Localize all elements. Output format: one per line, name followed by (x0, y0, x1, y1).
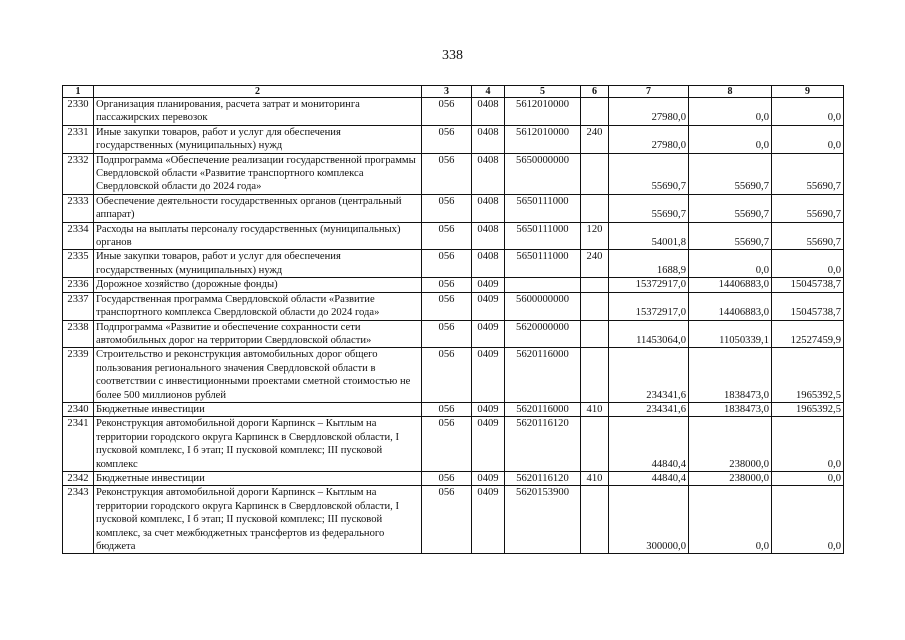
column-header: 1 (63, 86, 94, 98)
table-row (63, 278, 844, 292)
cell-n: 2340 (63, 402, 94, 416)
cell-c9: 0,0 (772, 486, 844, 554)
cell-c7: 234341,6 (609, 402, 689, 416)
cell-c6 (581, 194, 609, 222)
cell-c7: 11453064,0 (609, 320, 689, 348)
column-header: 4 (472, 86, 505, 98)
budget-table (62, 85, 844, 554)
cell-c8: 0,0 (689, 98, 772, 126)
cell-c7: 234341,6 (609, 348, 689, 403)
table-row (63, 125, 844, 153)
cell-c3: 056 (422, 292, 472, 320)
cell-c7: 44840,4 (609, 417, 689, 472)
cell-c4: 0409 (472, 278, 505, 292)
column-header: 9 (772, 86, 844, 98)
cell-name: Подпрограмма «Развитие и обеспечение сохранности сети автомобильных дорог на территории Свердловской области» (94, 320, 422, 348)
cell-c8: 55690,7 (689, 194, 772, 222)
cell-c3: 056 (422, 417, 472, 472)
cell-name: Дорожное хозяйство (дорожные фонды) (94, 278, 422, 292)
cell-c8: 0,0 (689, 125, 772, 153)
table-row (63, 153, 844, 194)
cell-c3: 056 (422, 486, 472, 554)
cell-c8: 0,0 (689, 250, 772, 278)
cell-c6: 240 (581, 250, 609, 278)
cell-c4: 0409 (472, 486, 505, 554)
cell-c6 (581, 153, 609, 194)
cell-c5: 5650111000 (505, 194, 581, 222)
cell-c3: 056 (422, 471, 472, 485)
cell-c9: 12527459,9 (772, 320, 844, 348)
cell-c4: 0408 (472, 153, 505, 194)
cell-c5: 5612010000 (505, 125, 581, 153)
cell-c9: 15045738,7 (772, 278, 844, 292)
cell-c3: 056 (422, 153, 472, 194)
cell-c8: 14406883,0 (689, 278, 772, 292)
cell-c5: 5650111000 (505, 250, 581, 278)
cell-name: Расходы на выплаты персоналу государственных (муниципальных) органов (94, 222, 422, 250)
cell-c7: 15372917,0 (609, 278, 689, 292)
cell-c8: 1838473,0 (689, 348, 772, 403)
cell-c6: 120 (581, 222, 609, 250)
cell-c9: 0,0 (772, 250, 844, 278)
table-row (63, 348, 844, 403)
cell-c4: 0409 (472, 348, 505, 403)
cell-n: 2334 (63, 222, 94, 250)
cell-c5: 5650111000 (505, 222, 581, 250)
page-number: 338 (442, 48, 463, 63)
cell-c5: 5620116000 (505, 402, 581, 416)
cell-n: 2336 (63, 278, 94, 292)
cell-c7: 55690,7 (609, 194, 689, 222)
table-row (63, 417, 844, 472)
cell-n: 2343 (63, 486, 94, 554)
cell-c4: 0409 (472, 417, 505, 472)
cell-name: Бюджетные инвестиции (94, 402, 422, 416)
cell-n: 2337 (63, 292, 94, 320)
cell-c6 (581, 292, 609, 320)
cell-c8: 11050339,1 (689, 320, 772, 348)
cell-n: 2339 (63, 348, 94, 403)
cell-c3: 056 (422, 222, 472, 250)
cell-n: 2335 (63, 250, 94, 278)
table-row (63, 194, 844, 222)
cell-c9: 0,0 (772, 417, 844, 472)
cell-c8: 238000,0 (689, 417, 772, 472)
cell-c4: 0408 (472, 250, 505, 278)
cell-c3: 056 (422, 402, 472, 416)
cell-n: 2341 (63, 417, 94, 472)
cell-n: 2331 (63, 125, 94, 153)
cell-c7: 27980,0 (609, 125, 689, 153)
cell-c9: 55690,7 (772, 194, 844, 222)
table-row (63, 486, 844, 554)
table-row (63, 98, 844, 126)
cell-c5: 5650000000 (505, 153, 581, 194)
cell-c5: 5600000000 (505, 292, 581, 320)
cell-c7: 15372917,0 (609, 292, 689, 320)
cell-c4: 0408 (472, 222, 505, 250)
cell-name: Строительство и реконструкция автомобильных дорог общего пользования регионального значения Свердловской области в соответствии с инвестиционными проектами сметной стоимостью не более 500 миллионов рублей (94, 348, 422, 403)
cell-c3: 056 (422, 125, 472, 153)
cell-c8: 238000,0 (689, 471, 772, 485)
cell-c3: 056 (422, 98, 472, 126)
table-row (63, 471, 844, 485)
table-row (63, 320, 844, 348)
cell-c8: 55690,7 (689, 222, 772, 250)
cell-c5: 5620000000 (505, 320, 581, 348)
cell-name: Государственная программа Свердловской области «Развитие транспортного комплекса Свердловской области до 2024 года» (94, 292, 422, 320)
column-header: 5 (505, 86, 581, 98)
cell-c4: 0409 (472, 402, 505, 416)
table-row (63, 402, 844, 416)
cell-c6 (581, 348, 609, 403)
cell-c6 (581, 278, 609, 292)
cell-c3: 056 (422, 348, 472, 403)
cell-c8: 55690,7 (689, 153, 772, 194)
cell-c4: 0408 (472, 194, 505, 222)
table-row (63, 222, 844, 250)
table-row (63, 250, 844, 278)
cell-c6: 410 (581, 471, 609, 485)
cell-name: Иные закупки товаров, работ и услуг для обеспечения государственных (муниципальных) нужд (94, 125, 422, 153)
cell-c6 (581, 486, 609, 554)
cell-c3: 056 (422, 278, 472, 292)
column-header: 7 (609, 86, 689, 98)
cell-c7: 54001,8 (609, 222, 689, 250)
cell-c8: 14406883,0 (689, 292, 772, 320)
cell-c5: 5620116120 (505, 471, 581, 485)
cell-name: Реконструкция автомобильной дороги Карпинск – Кытлым на территории городского округа Карпинск в Свердловской области, I пусковой комплекс, I б этап; II пусковой комплекс; III пусковой комплекс (94, 417, 422, 472)
cell-c5: 5620116000 (505, 348, 581, 403)
column-header: 8 (689, 86, 772, 98)
cell-c4: 0409 (472, 320, 505, 348)
cell-c7: 55690,7 (609, 153, 689, 194)
cell-c5 (505, 278, 581, 292)
column-header: 3 (422, 86, 472, 98)
cell-c9: 0,0 (772, 98, 844, 126)
cell-c4: 0409 (472, 292, 505, 320)
cell-c7: 1688,9 (609, 250, 689, 278)
cell-name: Реконструкция автомобильной дороги Карпинск – Кытлым на территории городского округа Карпинск в Свердловской области, I пусковой комплекс, I б этап; II пусковой комплекс; III пусковой комплекс, за счет межбюджетных трансфертов из федерального бюджета (94, 486, 422, 554)
cell-c6 (581, 98, 609, 126)
cell-c8: 0,0 (689, 486, 772, 554)
cell-c8: 1838473,0 (689, 402, 772, 416)
cell-c5: 5612010000 (505, 98, 581, 126)
cell-c4: 0408 (472, 98, 505, 126)
cell-c3: 056 (422, 194, 472, 222)
cell-c9: 0,0 (772, 471, 844, 485)
cell-c4: 0409 (472, 471, 505, 485)
cell-c3: 056 (422, 320, 472, 348)
cell-c6: 240 (581, 125, 609, 153)
cell-c3: 056 (422, 250, 472, 278)
cell-c9: 1965392,5 (772, 402, 844, 416)
cell-n: 2332 (63, 153, 94, 194)
cell-c6: 410 (581, 402, 609, 416)
cell-c5: 5620116120 (505, 417, 581, 472)
cell-c7: 44840,4 (609, 471, 689, 485)
cell-n: 2338 (63, 320, 94, 348)
cell-c9: 55690,7 (772, 222, 844, 250)
cell-name: Бюджетные инвестиции (94, 471, 422, 485)
cell-name: Организация планирования, расчета затрат и мониторинга пассажирских перевозок (94, 98, 422, 126)
cell-c7: 27980,0 (609, 98, 689, 126)
column-header: 2 (94, 86, 422, 98)
cell-c5: 5620153900 (505, 486, 581, 554)
cell-c6 (581, 320, 609, 348)
cell-c9: 1965392,5 (772, 348, 844, 403)
cell-c9: 55690,7 (772, 153, 844, 194)
cell-name: Подпрограмма «Обеспечение реализации государственной программы Свердловской области «Развитие транспортного комплекса Свердловской области до 2024 года» (94, 153, 422, 194)
cell-c9: 15045738,7 (772, 292, 844, 320)
header-row (63, 86, 844, 98)
cell-c9: 0,0 (772, 125, 844, 153)
cell-c6 (581, 417, 609, 472)
cell-name: Иные закупки товаров, работ и услуг для обеспечения государственных (муниципальных) нужд (94, 250, 422, 278)
cell-name: Обеспечение деятельности государственных органов (центральный аппарат) (94, 194, 422, 222)
cell-n: 2333 (63, 194, 94, 222)
cell-n: 2330 (63, 98, 94, 126)
table-row (63, 292, 844, 320)
cell-c4: 0408 (472, 125, 505, 153)
cell-n: 2342 (63, 471, 94, 485)
cell-c7: 300000,0 (609, 486, 689, 554)
column-header: 6 (581, 86, 609, 98)
